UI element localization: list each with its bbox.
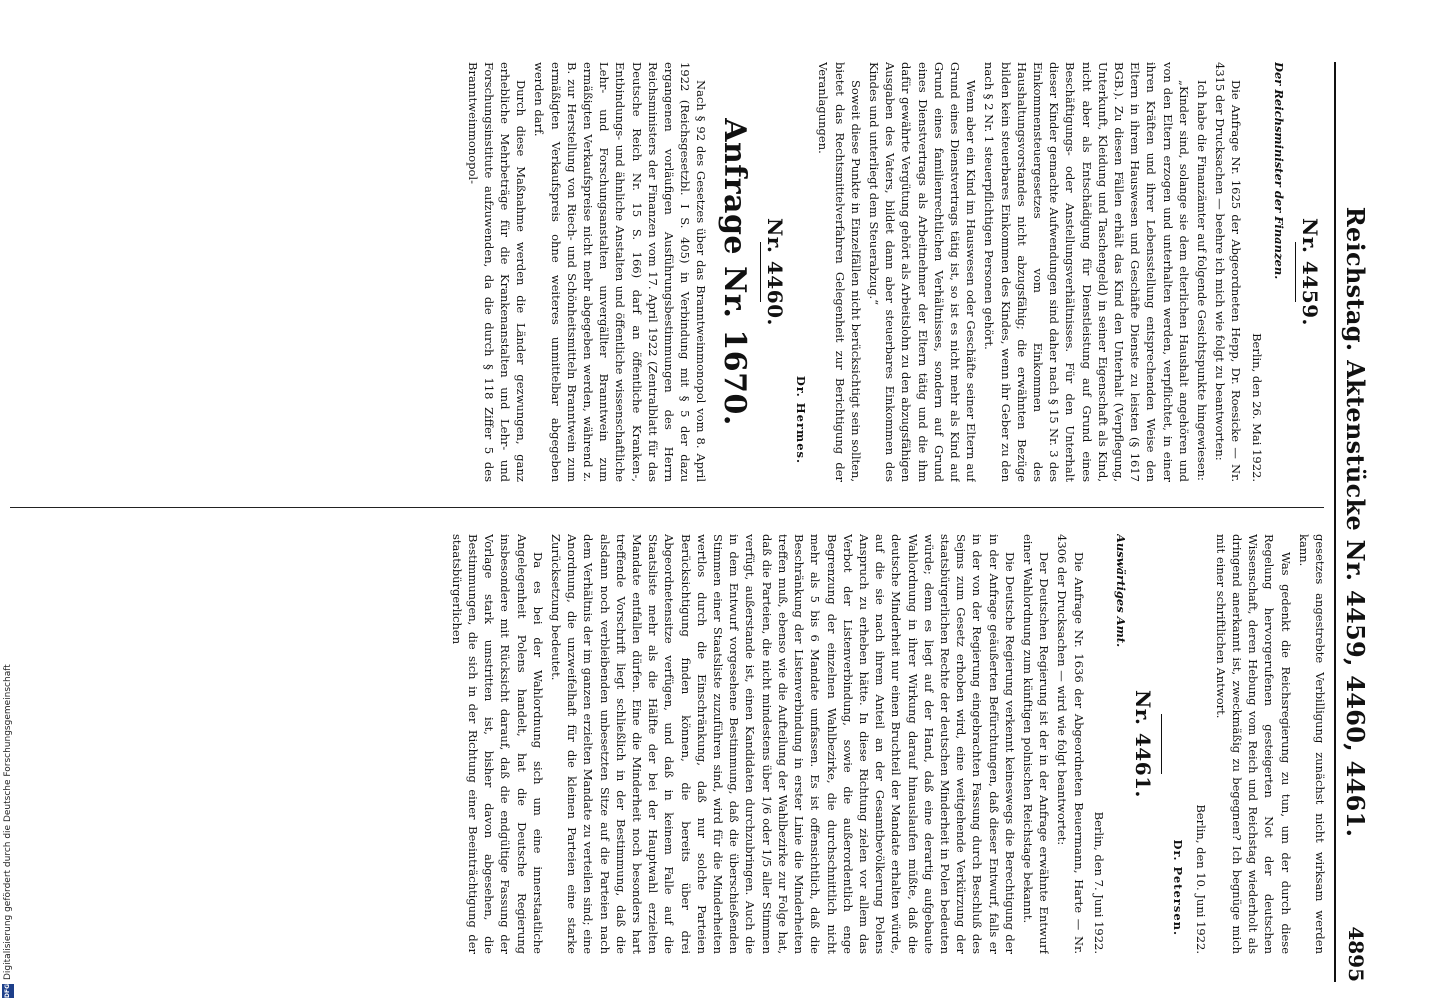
paragraph: gesetzes angestrebte Verbilligung zunächst nicht wirksam werden kann. [1296, 534, 1327, 954]
page-number: 4895 [1344, 926, 1368, 982]
issuer-finance-minister: Der Reichsminister der Finanzen. [1271, 62, 1286, 280]
paragraph: Wenn aber ein Kind im Hauswesen oder Geschäfte seiner Eltern auf Grund eines Dienstvertrags tätig ist, so ist es nicht mehr als Kind auf Grund eines familienrechtlichen Verhältnisses, sondern auf Grund eines Dienstvertrags als Arbeitnehmer der Eltern tätig und die ihm dafür gewährte Vergütung gehört als Arbeitslohn zu den abzugsfähigen Ausgaben des Vaters, bildet dann aber steuerbares Einkommen des Kindes und unterliegt dem Steuerabzug.“ [866, 62, 979, 482]
digitization-credit: Digitalisierung gefördert durch die Deutsche Forschungsgemeinschaft [3, 664, 13, 980]
paragraph: Da es bei der Wahlordnung sich um eine innerstaatliche Angelegenheit Polens handelt, hat die Deutsche Regierung insbesondere mit Rücksicht darauf, daß die endgültige Fassung der Vorlage stark umstritten ist, bisher davon abgesehen, die Bestimmungen, die sich in der Richtung einer Beeinträchtigung der staatsbürgerlichen [449, 534, 545, 954]
page-title: Reichstag. Aktenstücke Nr. 4459, 4460, 4461. [1341, 206, 1370, 838]
document-number-4460: Nr. 4460. [762, 217, 787, 327]
inquiry-heading-1670: Anfrage Nr. 1670. [716, 118, 752, 426]
document-number-4461: Nr. 4461. [1131, 689, 1156, 799]
dateline-4461: Berlin, den 7. Juni 1922. [1091, 811, 1106, 954]
paragraph: Durch diese Maßnahme werden die Länder gezwungen, ganz erhebliche Mehrbeträge für die Krankenanstalten und Lehr- und Forschungsinstitute aufzuwenden, da die durch § 118 Ziffer 5 des Branntweinmonopol- [465, 62, 529, 482]
signature-petersen: Dr. Petersen. [1171, 839, 1186, 936]
paragraph: Die Anfrage Nr. 1625 der Abgeordneten Hepp, Dr. Roesicke — Nr. 4315 der Drucksachen — beehre ich mich wie folgt zu beantworten: [1213, 62, 1244, 482]
paragraph: Der Deutschen Regierung ist der in der Anfrage erwähnte Entwurf einer Wahlordnung zum künftigen polnischen Reichstage bekannt. [1020, 534, 1052, 954]
left-column [8, 62, 1328, 482]
paragraph: Was gedenkt die Reichsregierung zu tun, um der durch diese Regelung hervorgerufenen gesteigerten Not der deutschen Wissenschaft, deren Hebung vom Reich und Reichstag wiederholt als dringend anerkannt ist, zweckmäßig zu begegnen? Ich begnüge mich mit einer schriftlichen Antwort. [1213, 534, 1293, 954]
dateline-4459: Berlin, den 26. Mai 1922. [1249, 333, 1264, 482]
paragraph: Die Deutsche Regierung verkennt keineswegs die Berechtigung der in der Anfrage geäußerten Befürchtungen, daß dieser Entwurf, falls er in der von der Regierung eingebrachten Fassung durch Beschluß des Sejms zum Gesetz erhoben wird, eine weitgehende Verkürzung der staatsbürgerlichen Rechte der deutschen Minderheit in Polen bedeuten würde; denn es liegt auf der Hand, daß eine derartig aufgebaute Wahlordnung in ihrer Wirkung darauf hinauslaufen müßte, daß die deutsche Minderheit nur einen Bruchteil der Mandate erhalten würde, auf die sie nach ihrem Anteil an der Gesamtbevölkerung Polens Anspruch zu erheben hätte. In diese Richtung zielen vor allem das Verbot der Listenverbindung, sowie die außerordentlich enge Begrenzung der einzelnen Wahlbezirke, die durchschnittlich nicht mehr als 5 bis 6 Mandate umfassen. Es ist offensichtlich, daß die Beschränkung der Listenverbindung in erster Linie die Minderheiten treffen muß, ebenso wie die Aufteilung der Wahlbezirke zur Folge hat, daß die Parteien, die nicht mindestens über 1/6 oder 1/5 aller Stimmen verfügt, außerstande ist, einen Kandidaten durchzubringen. Auch die in dem Entwurf vorgesehene Bestimmung, daß die überschießenden Stimmen einer Staatsliste zuzuführen sind, wird für die Minderheiten wertlos durch die Einschränkung, daß nur solche Parteien Berücksichtigung finden können, die bereits über drei Abgeordnetensitze verfügen, und daß in keinem Falle auf die Staatsliste mehr als die Hälfte der bei der Hauptwahl erzielten Mandate entfallen dürfen. Eine die Minderheit noch besonders hart treffende Vorschrift liegt schließlich in der Bestimmung, daß die alsdann noch verbleibenden unbesetzten Sitze auf die Parteien nach dem Verhältnis der im ganzen erzielten Mandate zu verteilen sind; eine Anordnung, die unzweifelhaft für die kleinen Parteien eine starke Zurücksetzung bedeutet. [549, 534, 1017, 954]
issuer-foreign-office: Auswärtiges Amt. [1113, 534, 1128, 648]
paragraph: „Kinder sind, solange sie dem elterlichen Haushalt angehören und von den Eltern erzogen und unterhalten werden, verpflichtet, in einer ihren Kräften und ihrer Lebensstellung entsprechenden Weise den Eltern in ihrem Hauswesen und Geschäfte Dienste zu leisten (§ 1617 BGB.). Zu diesen Fällen erhält das Kind den Unterhalt (Verpflegung, Unterkunft, Kleidung und Taschengeld) in seiner Eigenschaft als Kind, nicht aber als Entschädigung für Dienstleistung auf Grund eines Beschäftigungs- oder Anstellungsverhältnisses. Für den Unterhalt dieser Kinder gemachte Aufwendungen sind daher nach § 15 Nr. 3 des Einkommensteuergesetzes vom Einkommen des Haushaltungsvorstandes nicht abzugsfähig; die erwähnten Bezüge bilden kein steuerbares Einkommen des Kindes, wenn ihr Geber zu den nach § 2 Nr. 1 steuerpflichtigen Personen gehört. [982, 62, 1191, 482]
document-number-4459: Nr. 4459. [1298, 217, 1322, 327]
dfg-logo-icon: DFG [2, 984, 14, 998]
signature-hermes: Dr. Hermes. [794, 375, 809, 464]
divider [1295, 242, 1296, 302]
divider [760, 242, 761, 302]
divider [1161, 714, 1162, 774]
column-divider [10, 507, 1324, 508]
paragraph: Ich habe die Finanzämter auf folgende Gesichtspunkte hingewiesen: [1194, 80, 1209, 481]
page-header [1334, 62, 1372, 982]
paragraph: Die Anfrage Nr. 1636 der Abgeordneten Beuermann, Harte — Nr. 4306 der Drucksachen — wird wie folgt beantwortet: [1055, 534, 1086, 954]
right-column [8, 534, 1328, 954]
paragraph: Nach § 92 des Gesetzes über das Branntweinmonopol vom 8. April 1922 (Reichsgesetzbl. I S. 405) in Verbindung mit § 5 der dazu ergangenen vorläufigen Ausführungsbestimmungen des Herrn Reichsministers der Finanzen vom 17. April 1922 (Zentralblatt für das Deutsche Reich Nr. 15 S. 166) darf an öffentliche Kranken-, Entbindungs- und ähnliche Anstalten und öffentliche wissenschaftliche Lehr- und Forschungsanstalten unvergällter Branntwein zum ermäßigten Verkaufspreise nicht mehr abgegeben werden, während z. B. zur Herstellung von Riech- und Schönheitsmitteln Branntwein zum ermäßigten Verkaufspreis ohne weiteres unmittelbar abgegeben werden darf. [532, 62, 709, 482]
dateline-4460: Berlin, den 10. Juni 1922. [1193, 804, 1208, 954]
paragraph: Soweit diese Punkte in Einzelfällen nicht berücksichtigt sein sollten, bietet das Rechtsmittelverfahren Gelegenheit zur Berichtigung der Veranlagungen. [816, 62, 863, 482]
